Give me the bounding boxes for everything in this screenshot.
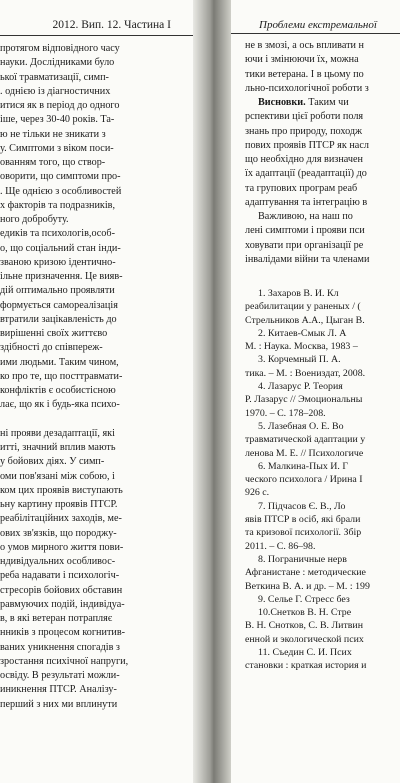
text-line: итися як в період до одного [0,100,120,111]
reference-continuation: ленова М. Е. // Психологиче [245,447,364,459]
text-line: . однією із діагностичних [0,85,111,97]
reference-continuation: реабилитации у раненых / ( [245,301,361,313]
reference-continuation: тика. – М. : Воениздат, 2008. [245,367,366,379]
reference-entry: 5. Лазебная О. Е. Во [258,420,344,432]
reference-continuation: В. Н. Снотков, С. В. Литвин [245,620,363,632]
text-line: тики ветерана. І в цьому по [245,68,364,80]
text-line: ької травматизації, симп- [0,71,109,83]
reference-continuation: М. : Наука. Москва, 1983 – [245,341,358,353]
text-line: оми пов'язані між собою, і [0,470,115,482]
text-line: ко про те, що посттравмати- [0,370,123,382]
conclusions-line: Висновки. Таким чи [258,97,349,108]
text-line: що необхідно для визначен [245,154,363,165]
text-line: итті, значний вплив мають [0,442,116,453]
right-body-text [231,39,400,673]
text-line: втратили зацікавленість до [0,313,117,325]
text-line: перший з них ми вплинути [0,698,118,710]
reference-continuation: 2011. – С. 86–98. [245,540,316,552]
journal-issue-header: 2012. Вип. 12. Частина I [52,19,171,31]
text-line: рспективи цієї роботи поля [245,111,364,123]
body-paragraphs [231,39,400,267]
reference-entry: 9. Селье Г. Стресс без [258,593,350,605]
text-line: інвалідами війни та членами [245,253,370,265]
reference-entry: 10.Снетков В. Н. Стре [258,607,352,619]
reference-continuation: 1970. – С. 178–208. [245,407,326,419]
text-line: равмуючих подій, індивідуа- [0,598,125,610]
text-line: иникнення ПТСР. Аналізу- [0,684,117,696]
text-line: ребa надавати і психологіч- [0,570,120,582]
section-gap [231,267,400,281]
text-line: не в змозі, а ось впливати н [245,40,365,51]
text-line: ваних уникнення спогадів з [0,641,120,653]
reference-continuation: Веткина В. А. и др. – М. : 199 [245,580,370,592]
reference-entry: 4. Лазарус Р. Теория [258,381,343,393]
text-line: формується самореалізація [0,299,118,311]
reference-continuation: енной и экологической псих [245,633,364,645]
text-line: адаптування та інтеграцію в [245,196,368,208]
text-line: реабілітаційних заходів, ме- [0,513,122,525]
reference-entry: 1. Захаров В. И. Кл [258,288,339,299]
text-line: лені симптоми і прояви пси [245,225,365,237]
right-page [231,0,400,783]
reference-entry: 2. Китаев-Смык Л. А [258,327,347,339]
reference-continuation: Афганистане : методические [245,567,366,579]
text-line: ховувати при організації ре [245,239,364,251]
text-line: ільне призначення. Це вияв- [0,271,123,282]
text-line: Важливою, на наш по [258,211,353,222]
text-line: ими людьми. Таким чином, [0,356,119,368]
reference-continuation: становки : краткая история и [245,660,367,672]
text-line: ндивідуальних особливос- [0,556,116,567]
reference-entry: 11. Съедин С. И. Псих [258,647,352,659]
reference-list [231,287,400,673]
book-gutter [193,0,231,783]
text-line: та групових програм реаб [245,182,358,194]
running-header-left [0,5,193,36]
conclusions-heading: Висновки. [258,97,306,108]
text-line: льно-психологічної роботи з [245,82,369,94]
text-line: ьну картину проявів ПТСР. [0,499,118,510]
text-line: о умов мирного життя пови- [0,541,124,553]
text-line: протягом відповідного часу [0,43,120,54]
text-line: х факторів та подразників, [0,199,116,211]
text-line: . Ще однією з особливостей [0,185,122,197]
section-title-header: Проблеми екстремальної [259,19,377,31]
reference-continuation: Р. Лазарус // Эмоциональны [245,394,363,406]
reference-continuation: Стрельников А.А., Цыган В. [245,314,365,326]
reference-continuation: травматической адаптации у [245,434,366,446]
text-line: ю не тільки не зникати з [0,128,106,140]
text-line: знань про природу, походж [245,125,363,137]
text-line: їх адаптації (реадаптації) до [245,168,367,180]
left-page [0,0,193,783]
reference-continuation: явів ПТСР в осіб, які брали [245,514,361,526]
text-line: ні прояви дезадаптації, які [0,427,115,439]
text-line: науки. Дослідниками було [0,57,115,69]
text-line: званою кризою ідентично- [0,256,116,268]
text-line: ючи і змінюючи їх, можна [245,54,359,66]
text-line: зростання психічної напруги, [0,655,129,667]
left-body-text [0,42,193,712]
text-line: вирішенні своїх життєво [0,328,108,339]
reference-entry: 7. Підчасов Є. В., Ло [258,500,346,512]
reference-continuation: та кризової психології. Збір [245,527,362,539]
text-line: ного добробуту. [0,214,69,225]
text-line: ових зв'язків, що породжу- [0,527,117,539]
reference-continuation: ческого психолога / Ирина І [245,474,363,486]
text-line: конфліктів є особистісною [0,385,116,396]
blank-line [0,413,193,427]
running-header-right [231,5,400,34]
reference-entry: 3. Корчемный П. А. [258,354,341,366]
text-line: оворити, що симптоми про- [0,171,121,183]
text-line: освіду. В результаті можли- [0,670,120,681]
reference-entry: 8. Пограничные нерв [258,553,347,565]
text-line: нників з процесом когнитив- [0,627,126,639]
text-line: ованням того, що створ- [0,157,106,168]
text-line: іше, через 30-40 років. Та- [0,114,115,126]
text-line: в, в які ветеран потрапляє [0,613,113,624]
text-line: дій оптимально проявляти [0,285,115,297]
text-line: стресорів бойових обставин [0,584,123,596]
text-line: едиків та психологів,особ- [0,228,115,240]
text-line: ком цих проявів виступають [0,484,123,496]
text-line: о, що соціальний стан інди- [0,242,121,254]
text-line: пових проявів ПТСР як насл [245,139,369,151]
reference-entry: 6. Малкина-Пых И. Г [258,460,349,472]
text-line: у. Симптоми з віком поси- [0,142,114,154]
text-line: у бойових діях. У симп- [0,456,105,468]
text-line: здібності до співпереж- [0,342,103,354]
text-line: лає, що як і будь-яка психо- [0,399,120,411]
reference-continuation: 926 с. [245,487,270,499]
